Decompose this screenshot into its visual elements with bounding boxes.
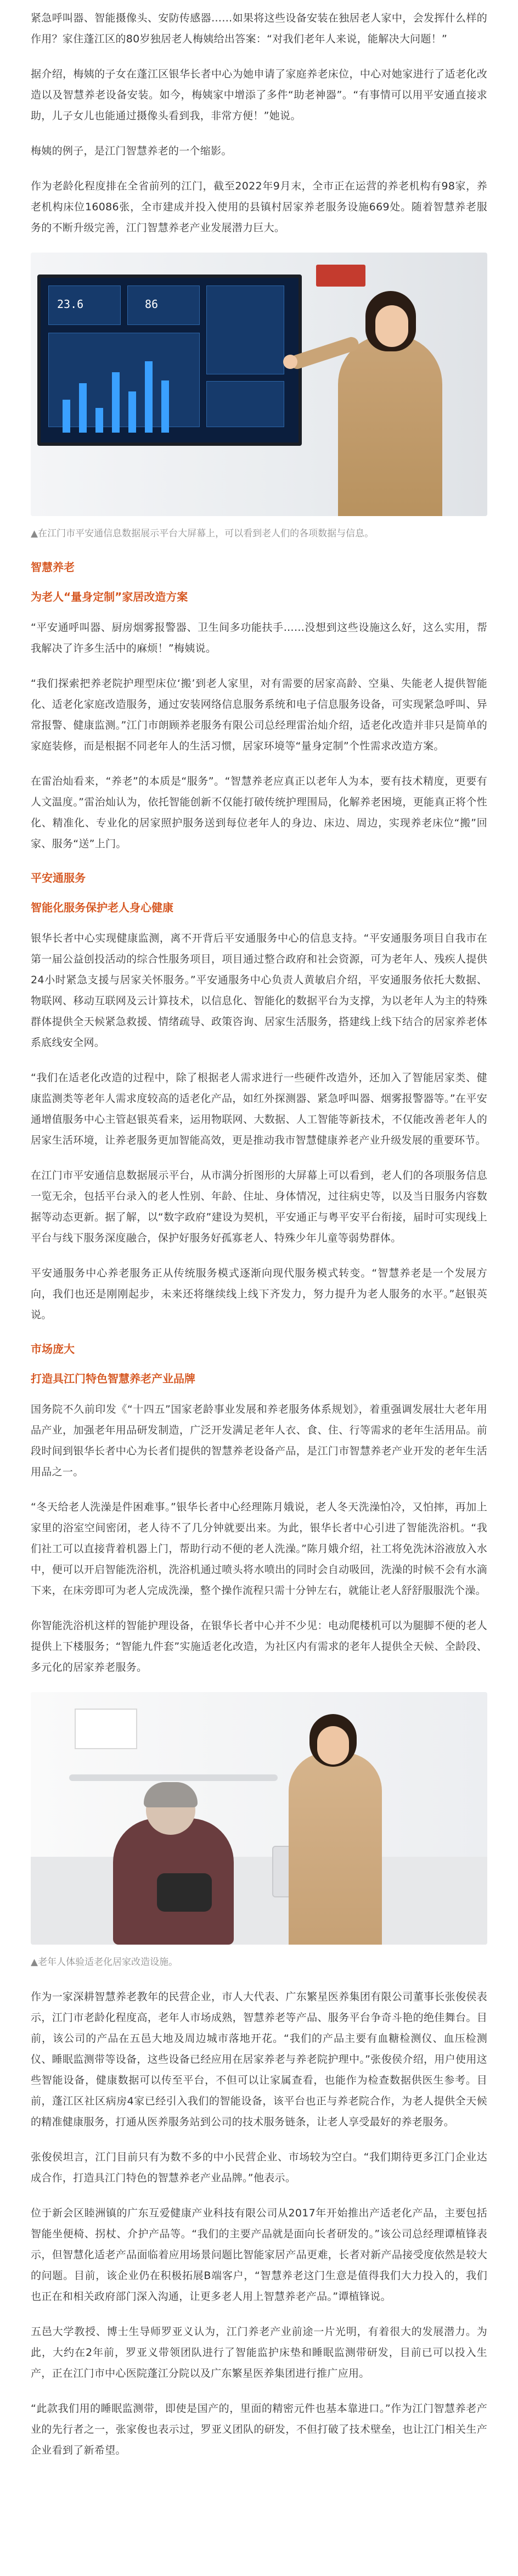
paragraph: “平安通呼叫器、厨房烟雾报警器、卫生间多功能扶手……没想到这些设施这么好，这么实用，帮我解决了许多生活中的麻烦！”梅姨说。 bbox=[31, 621, 487, 654]
screen-bar bbox=[63, 400, 70, 433]
paragraph: 在雷治灿看来，“养老”的本质是“服务”。“智慧养老应真正以老年人为本，要有技术精度，更要有人文温度。”雷治灿认为，依托智能创新不仅能打破传统护理围局，化解养老困境，更能真正将个性化、精准化、专业化的居家照护服务送到每位老年人的身边、床边、周边，实现养老床位“搬”回家、服务“送”上门。 bbox=[31, 775, 487, 850]
photo-caption: ▲在江门市平安通信息数据展示平台大屏幕上，可以看到老人们的各项数据与信息。 bbox=[31, 528, 374, 539]
screen-panel bbox=[206, 285, 284, 374]
paragraph: “我们探索把养老院护理型床位‘搬’到老人家里，对有需要的居家高龄、空巢、失能老人提供智能化、适老化家庭改造服务，通过安装网络信息服务系统和电子信息服务设备，可实现紧急呼叫、异常报警、健康监测。”江门市朗顾养老服务有限公司总经理雷治灿介绍，适老化改造并非只是简单的家庭装修，而是根据不同老年人的生活习惯，居家环境等“量身定制”个性需求改造方案。 bbox=[31, 677, 487, 752]
paragraph: 梅姨的例子，是江门智慧养老的一个缩影。 bbox=[31, 145, 232, 157]
wall-sign bbox=[75, 1709, 137, 1749]
screen-panel bbox=[48, 333, 200, 427]
paragraph: “冬天给老人洗澡是件困难事。”银华长者中心经理陈月娥说，老人冬天洗澡怕冷，又怕摔，再加上家里的浴室空间密闭，老人待不了几分钟就要出来。为此，银华长者中心引进了智能洗浴机。“我们社工可以直接背着机器上门，帮助行动不便的老人洗澡。”陈月娥介绍，社工将免洗沐浴液放入水中，便可以开启智能洗浴机，洗浴机通过喷头将水喷出的同时会自动吸回，洗澡的时候不会有水滴下来，在床旁即可为老人完成洗澡，整个操作流程只需十分钟左右，就能让老人舒舒服服洗个澡。 bbox=[31, 1501, 487, 1597]
grab-rail bbox=[69, 1774, 278, 1781]
caregiver-face bbox=[317, 1726, 349, 1765]
section-heading: 市场庞大 bbox=[31, 1342, 75, 1356]
screen-panel bbox=[206, 381, 284, 427]
paragraph: 作为一家深耕智慧养老教年的民营企业，市人大代表、广东繁星医养集团有限公司董事长张俊侯表示，江门市老龄化程度高，老年人市场成熟，智慧养老等产品、服务平台争奇斗艳的绝佳舞台。目前，该公司的产品在五邑大地及周边城市落地开花。“我们的产品主要有血糖检测仪、血压检测仪、睡眠监测带等设备，这些设备已经应用在居家养老与养老院护理中。”张俊侯介绍，用户使用这些智能设备，健康数据可以传至平台，不但可以让家属查看，也能作为检查数据供医生参考。目前，蓬江区社区病房4家已经引入我们的智能设备，该平台也正与养老院合作，为老人提供全天候的精准健康服务，打通从医养服务站到公司的技术服务链条，让老人享受最好的养老服务。 bbox=[31, 1991, 487, 2128]
person-hand bbox=[283, 355, 297, 369]
sub-heading: 为老人“量身定制”家居改造方案 bbox=[31, 590, 188, 603]
wall-logo bbox=[316, 265, 365, 287]
screen-bar bbox=[79, 383, 87, 433]
screen-bar bbox=[128, 391, 136, 433]
paragraph: “我们在适老化改造的过程中，除了根据老人需求进行一些硬件改造外，还加入了智能居家类、健康监测类等老年人需求度较高的适老化产品，如红外探测器、紧急呼叫器、烟雾报警器等。”在平安通增值服务中心主管赵银英看来，运用物联网、大数据、人工智能等新技术，不仅能改善老年人的居家生活环境，让养老服务更加智能高效，更是推动我市智慧健康养老产业升级发展的重要环节。 bbox=[31, 1072, 487, 1146]
paragraph: 在江门市平安通信息数据展示平台，从市满分折图形的大屏幕上可以看到，老人们的各项服务信息一览无余，包括平台录入的老人性别、年龄、住址、身体情况，过往病史等，以及当日服务内容数据等动态更新。据了解，以“数字政府”建设为契机，平安通正与粤平安平台衔接，届时可实现线上平台与线下服务深度融合，保护好服务好孤寡老人、特殊少年儿童等弱势群体。 bbox=[31, 1169, 487, 1244]
screen-bar bbox=[145, 361, 153, 433]
section-heading: 平安通服务 bbox=[31, 871, 86, 884]
paragraph: 作为老龄化程度排在全省前列的江门，截至2022年9月末，全市正在运营的养老机构有98家，养老机构床位16086张，全市建成并投入使用的县镇村居家养老服务设施669处。随着智慧养老服务的不断升级完善，江门智慧养老产业发展潜力巨大。 bbox=[31, 180, 487, 234]
paragraph: 国务院不久前印发《“十四五”国家老龄事业发展和养老服务体系规划》，着重强调发展壮大老年用品产业，加强老年用品研发制造，广泛开发满足老年人衣、食、住、行等需求的老年生活用品。前段时间到银华长者中心为长者们提供的智慧养老设备产品，是江门市智慧养老产业开发的老年生活用品之一。 bbox=[31, 1403, 487, 1478]
person-face bbox=[375, 305, 408, 347]
paragraph: 紧急呼叫器、智能摄像头、安防传感器……如果将这些设备安装在独居老人家中，会发挥什么样的作用？家住蓬江区的80岁独居老人梅姨给出答案：“对我们老年人来说，能解决大问题！” bbox=[31, 12, 487, 45]
sub-heading: 智能化服务保护老人身心健康 bbox=[31, 901, 173, 914]
paragraph: 你智能洗浴机这样的智能护理设备，在银华长者中心并不少见：电动爬楼机可以为腿脚不便的老人提供上下楼服务；“智能九件套”实施适老化改造，为社区内有需求的老年人提供全天候、全龄段、多元化的居家养老服务。 bbox=[31, 1620, 487, 1673]
wall-tile bbox=[31, 1857, 487, 1945]
screen-bar bbox=[112, 372, 120, 433]
paragraph: “此款我们用的睡眠监测带，即使是国产的，里面的精密元件也基本靠进口。”作为江门智慧养老产业的先行者之一，张家俊也表示过，罗亚义团队的研发，不但打破了技术壁垒，也让江门相关生产企业看到了新希望。 bbox=[31, 2403, 487, 2456]
paragraph: 张俊侯坦言，江门目前只有为数不多的中小民营企业、市场较为空白。“我们期待更多江门企业达成合作，打造具江门特色的智慧养老产业品牌。”他表示。 bbox=[31, 2151, 487, 2184]
person bbox=[338, 335, 442, 516]
screen-bar bbox=[95, 408, 103, 433]
photo-bathroom bbox=[31, 1692, 487, 1945]
section-heading: 智慧养老 bbox=[31, 561, 75, 574]
caregiver bbox=[289, 1752, 382, 1945]
sub-heading: 打造具江门特色智慧养老产业品牌 bbox=[31, 1372, 195, 1385]
screen-stat: 86 bbox=[145, 298, 159, 311]
screen-stat: 23.6 bbox=[57, 298, 84, 311]
handbag bbox=[157, 1873, 212, 1912]
photo-data-screen bbox=[31, 253, 487, 516]
photo-caption: ▲老年人体验适老化居家改造设施。 bbox=[31, 1957, 178, 1968]
paragraph: 平安通服务中心养老服务正从传统服务模式逐渐向现代服务模式转变。“智慧养老是一个发展方向，我们也还是刚刚起步，未来还将继续线上线下齐发力，努力提升为老人服务的水平。”赵银英说。 bbox=[31, 1267, 487, 1321]
paragraph: 据介绍，梅姨的子女在蓬江区银华长者中心为她申请了家庭养老床位，中心对她家进行了适老化改造以及智慧养老设备安装。如今，梅姨家中增添了多件“助老神器”。“有事情可以用平安通直接求助，儿子女儿也能通过摄像头看到我，非常方便！”她说。 bbox=[31, 68, 487, 122]
screen-panel bbox=[127, 285, 200, 325]
paragraph: 银华长者中心实现健康监测，离不开背后平安通服务中心的信息支持。“平安通服务项目自我市在第一届公益创投活动的综合性服务项目，项目通过整合政府和社会资源，可为老年人、残疾人提供24小时紧急支援与居家关怀服务。”平安通服务中心负责人黄敏启介绍，平安通服务依托大数据、物联网、移动互联网及云计算技术，以信息化、智能化的数据平台为支撑，为以老年人为主的特殊群体提供全天候紧急救援、情绪疏导、政策咨询、居家生活服务，搭建线上线下结合的居家养老体系底线安全网。 bbox=[31, 932, 487, 1049]
paragraph: 五邑大学教授、博士生导师罗亚义认为，江门养老产业前途一片光明，有着很大的发展潜力。为此，大约在2年前，罗亚义带领团队进行了智能监护床垫和睡眠监测带研发，目前已可以投入生产，正在江门市中心医院蓬江分院以及广东繁星医养集团进行推广应用。 bbox=[31, 2326, 487, 2379]
paragraph: 位于新会区睦洲镇的广东互爱健康产业科技有限公司从2017年开始推出产适老化产品，主要包括智能坐便椅、拐杖、介护产品等。“我们的主要产品就是面向长者研发的。”该公司总经理谭植锋表示，但智慧化适老产品面临着应用场景问题比智能家居产品更难，长者对新产品接受度依然是较大的问题。目前，该企业仍在积极拓展B端客户，“智慧养老这门生意是值得我们大力投入的，我们也正在和相关政府部门深入沟通，让更多老人用上智慧养老产品。”谭植锋说。 bbox=[31, 2207, 487, 2303]
screen-bar bbox=[161, 380, 169, 433]
data-display-screen bbox=[37, 275, 302, 446]
